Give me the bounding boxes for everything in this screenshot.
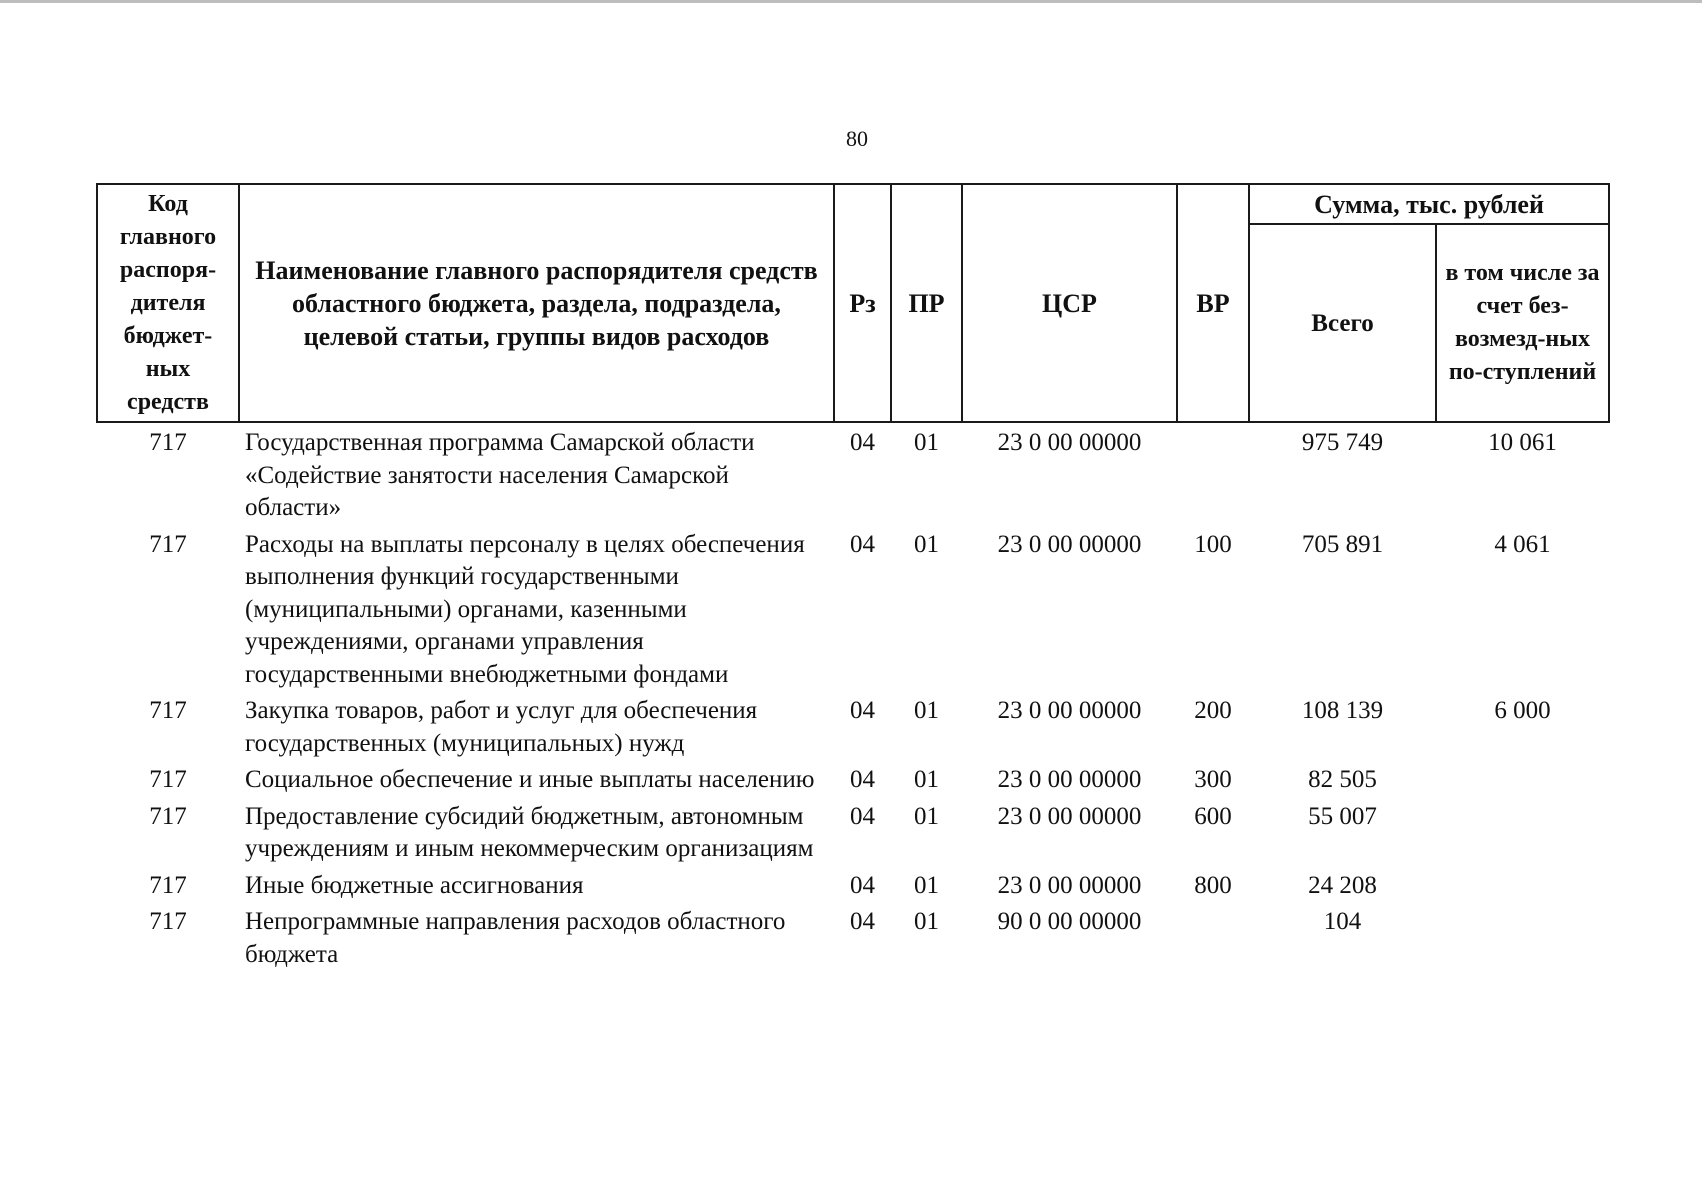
row-csr: 23 0 00 00000 [997,530,1142,558]
table-row [97,760,1609,797]
header-sum-group: Сумма, тыс. рублей [1249,184,1609,224]
row-name: Государственная программа Самарской области «Содействие занятости населения Самарской области» [245,429,755,521]
row-csr: 23 0 00 00000 [997,871,1142,899]
table-row [97,797,1609,866]
row-code: 717 [149,429,187,456]
header-csr: ЦСР [962,184,1177,422]
row-vr [1177,902,1249,971]
row-code: 717 [149,530,187,558]
row-pr: 01 [914,802,939,830]
row-name: Непрограммные направления расходов областного бюджета [245,908,786,968]
table-row [97,422,1609,525]
row-csr: 23 0 00 00000 [997,429,1142,456]
row-rz: 04 [850,766,875,793]
row-csr: 23 0 00 00000 [997,802,1142,830]
table-body [97,422,1609,971]
budget-table [96,183,1610,971]
row-vr: 200 [1194,697,1232,724]
row-pr: 01 [914,429,939,456]
row-free [1436,902,1609,971]
row-total: 975 749 [1301,429,1384,456]
row-rz: 04 [850,871,875,899]
row-code: 717 [149,871,187,899]
row-free [1436,797,1609,866]
table-row [97,525,1609,692]
table-row [97,902,1609,971]
header-rz: Рз [834,184,891,422]
row-total: 82 505 [1308,766,1377,793]
table-header [97,184,1609,422]
row-csr: 23 0 00 00000 [997,697,1142,724]
row-free: 6 000 [1494,697,1551,724]
row-vr: 800 [1194,871,1232,899]
row-rz: 04 [850,429,875,456]
row-vr: 600 [1194,802,1232,830]
row-pr: 01 [914,766,939,793]
row-name: Социальное обеспечение и иные выплаты населению [245,766,815,793]
row-total: 108 139 [1301,697,1384,724]
row-pr: 01 [914,697,939,724]
table-row [97,691,1609,760]
row-rz: 04 [850,697,875,724]
row-free: 4 061 [1494,530,1551,558]
row-pr: 01 [914,530,939,558]
row-pr: 01 [914,908,939,935]
row-vr: 300 [1194,766,1232,793]
row-rz: 04 [850,530,875,558]
header-name: Наименование главного распорядителя средств областного бюджета, раздела, подраздела, целевой статьи, группы видов расходов [239,184,834,422]
row-rz: 04 [850,802,875,830]
header-free: в том числе за счет без-возмезд-ных по-ступлений [1436,224,1609,422]
row-code: 717 [149,908,187,935]
row-total: 705 891 [1301,530,1384,558]
header-code: Код главного распоря-дителя бюджет-ных средств [97,184,239,422]
row-free [1436,760,1609,797]
row-name: Предоставление субсидий бюджетным, автономным учреждениям и иным некоммерческим организациям [245,802,814,862]
row-code: 717 [149,697,187,724]
table-row [97,866,1609,903]
row-vr: 100 [1194,530,1232,558]
header-vr: ВР [1177,184,1249,422]
row-csr: 90 0 00 00000 [997,908,1142,935]
row-code: 717 [149,802,187,830]
row-name: Иные бюджетные ассигнования [245,871,584,899]
row-free [1436,866,1609,903]
row-rz: 04 [850,908,875,935]
row-free: 10 061 [1488,429,1557,456]
header-total: Всего [1249,224,1436,422]
header-pr: ПР [891,184,962,422]
row-total: 104 [1323,908,1362,935]
row-total: 55 007 [1308,802,1377,830]
row-name: Расходы на выплаты персоналу в целях обеспечения выполнения функций государственными (муниципальными) органами, казенными учреждениями, органами управления государственными внебюджетными фондами [245,530,805,688]
page-number: 80 [846,126,868,151]
row-total: 24 208 [1308,871,1377,899]
row-pr: 01 [914,871,939,899]
row-name: Закупка товаров, работ и услуг для обеспечения государственных (муниципальных) нужд [245,697,758,757]
row-vr [1177,422,1249,525]
row-csr: 23 0 00 00000 [997,766,1142,793]
row-code: 717 [149,766,187,793]
scan-edge-line [0,0,1702,3]
